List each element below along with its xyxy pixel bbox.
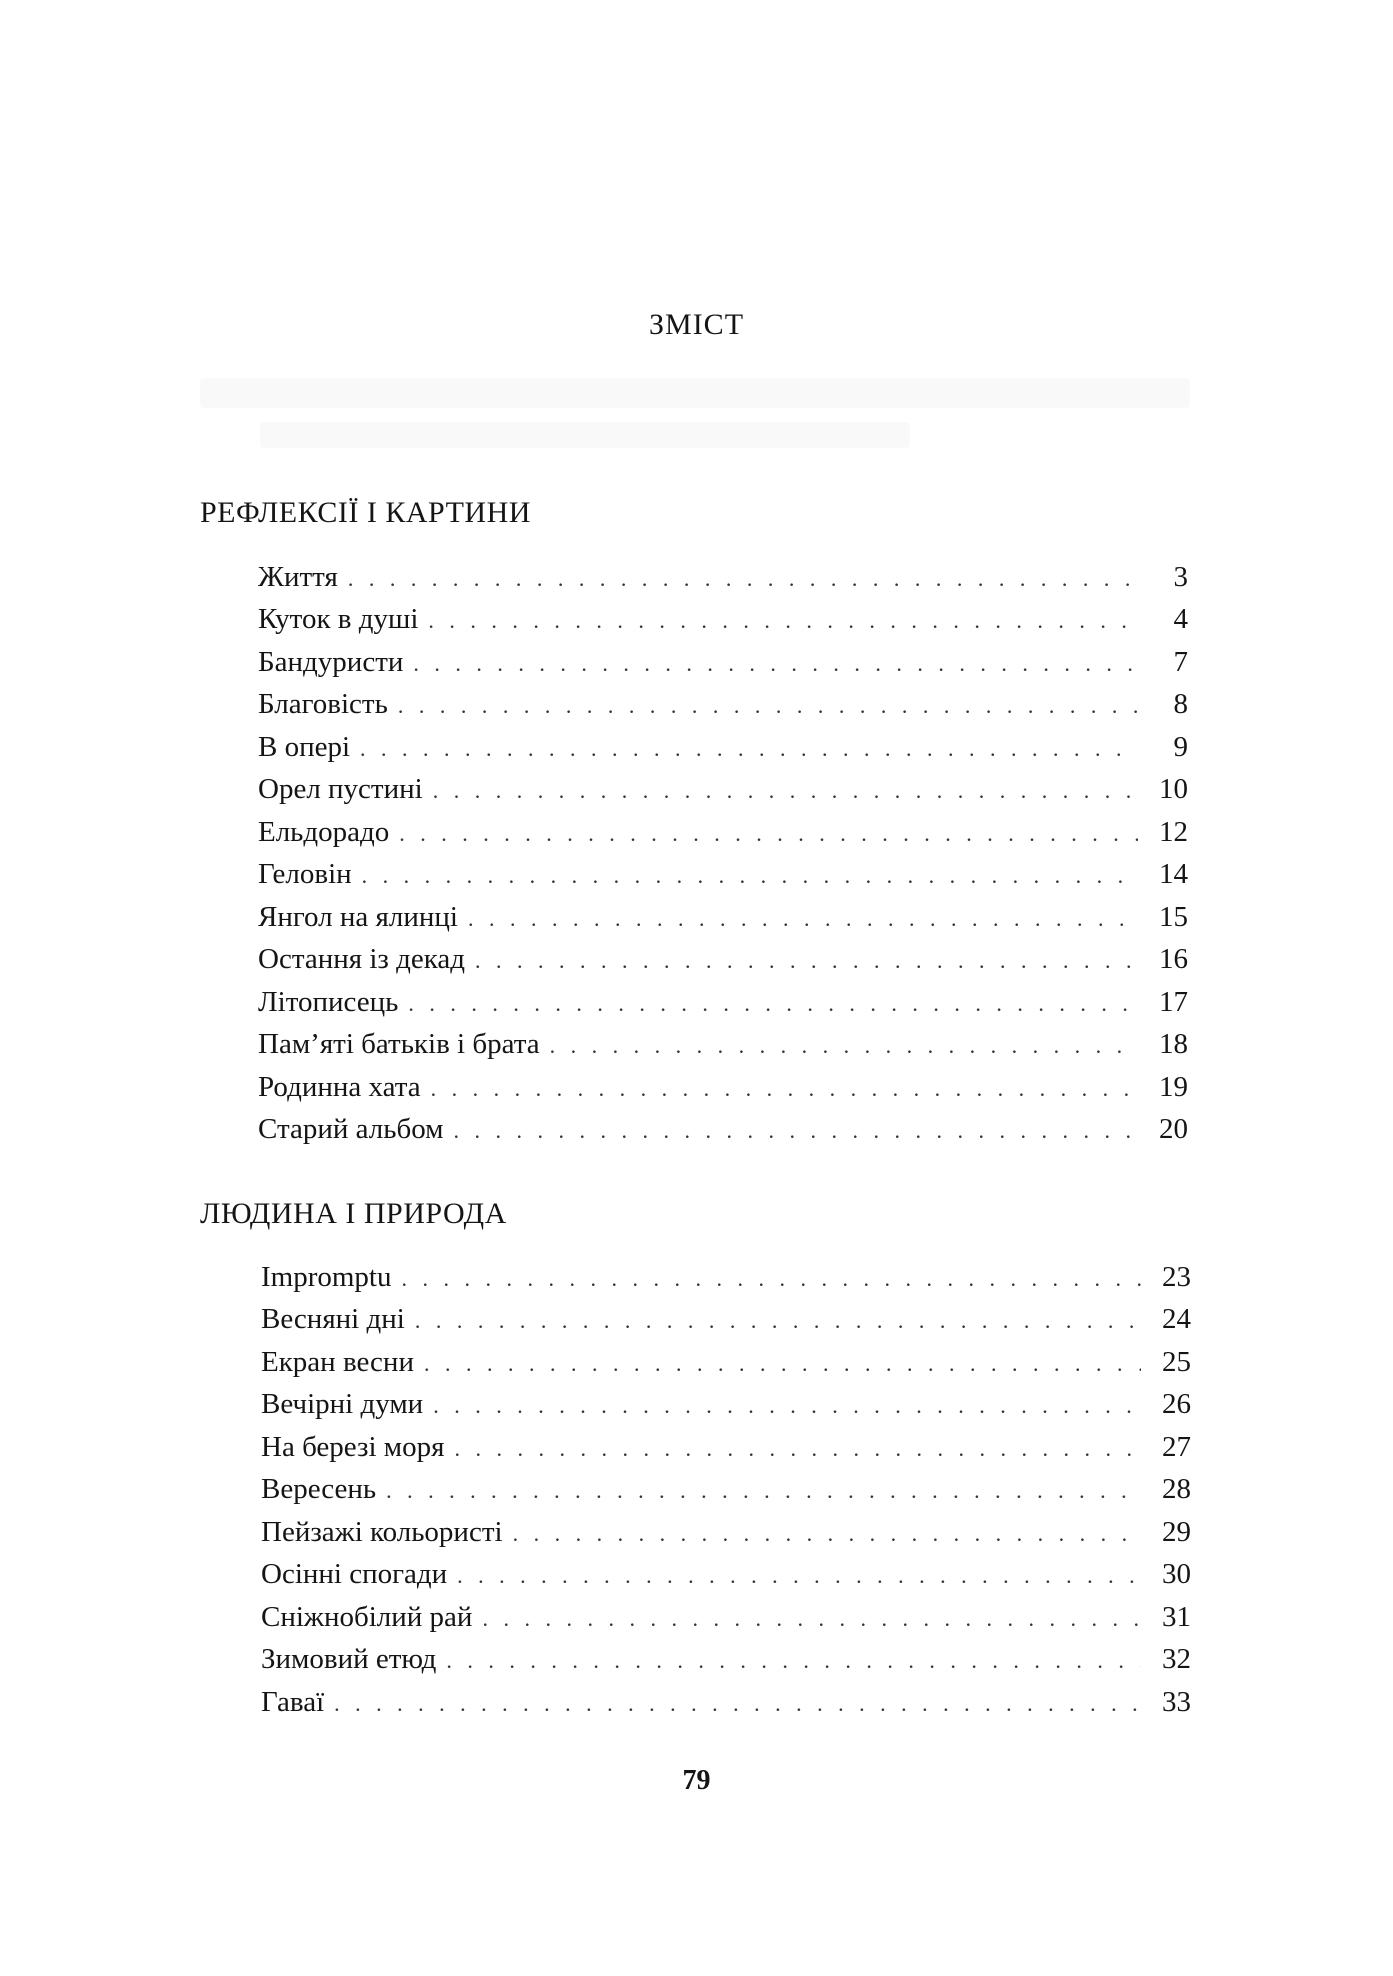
section-heading-1: РЕФЛЕКСІЇ І КАРТИНИ — [200, 496, 531, 529]
toc-entry[interactable] — [261, 1299, 1191, 1339]
toc-entry[interactable] — [258, 854, 1188, 894]
dot-leader — [360, 729, 1138, 769]
dot-leader — [468, 899, 1138, 939]
toc-entry[interactable] — [258, 812, 1188, 852]
entry-page-number: 12 — [1159, 816, 1188, 848]
toc-entry[interactable] — [258, 1024, 1188, 1064]
entry-title: Родинна хата — [258, 1071, 421, 1103]
entry-page-number: 3 — [1173, 561, 1188, 593]
entry-title: Остання із декад — [258, 943, 466, 975]
toc-entry[interactable] — [261, 1512, 1191, 1552]
entry-page-number: 30 — [1162, 1558, 1191, 1590]
entry-title: Бандуристи — [258, 646, 404, 678]
dot-leader — [362, 856, 1138, 896]
dot-leader — [455, 1429, 1142, 1469]
dot-leader — [433, 771, 1138, 811]
entry-title: Весняні дні — [261, 1303, 405, 1335]
entry-page-number: 24 — [1162, 1303, 1191, 1335]
entry-title: Старий альбом — [258, 1113, 444, 1145]
entry-title: Пам’яті батьків і брата — [258, 1028, 540, 1060]
toc-entry[interactable] — [261, 1469, 1191, 1509]
entry-title: Гаваї — [261, 1686, 325, 1718]
dot-leader — [428, 601, 1138, 641]
show-through-bleed — [200, 378, 1190, 408]
show-through-bleed — [260, 422, 910, 448]
dot-leader — [424, 1344, 1141, 1384]
entry-page-number: 29 — [1162, 1516, 1191, 1548]
dot-leader — [431, 1069, 1138, 1109]
toc-entry[interactable] — [258, 1109, 1188, 1149]
toc-entry[interactable] — [258, 939, 1188, 979]
entry-title: Янгол на ялинці — [258, 901, 458, 933]
entry-page-number: 7 — [1173, 646, 1188, 678]
entry-page-number: 8 — [1173, 688, 1188, 720]
entry-title: Куток в душі — [258, 603, 419, 635]
toc-entry[interactable] — [261, 1427, 1191, 1467]
toc-entry[interactable] — [261, 1639, 1191, 1679]
dot-leader — [475, 941, 1138, 981]
entry-title: Геловін — [258, 858, 352, 890]
dot-leader — [399, 814, 1138, 854]
dot-leader — [433, 1386, 1141, 1426]
entry-page-number: 4 — [1173, 603, 1188, 635]
entry-title: Вечірні думи — [261, 1388, 424, 1420]
toc-entry[interactable] — [258, 599, 1188, 639]
entry-page-number: 26 — [1162, 1388, 1191, 1420]
entry-title: Літописець — [258, 986, 399, 1018]
entry-title: Життя — [258, 561, 338, 593]
entry-page-number: 18 — [1159, 1028, 1188, 1060]
toc-entry[interactable] — [258, 1067, 1188, 1107]
entry-page-number: 10 — [1159, 773, 1188, 805]
toc-entry[interactable] — [261, 1257, 1191, 1297]
entry-page-number: 25 — [1162, 1346, 1191, 1378]
entry-title: Зимовий етюд — [261, 1643, 437, 1675]
toc-entry[interactable] — [258, 557, 1188, 597]
entry-title: На березі моря — [261, 1431, 445, 1463]
toc-entry[interactable] — [261, 1342, 1191, 1382]
dot-leader — [446, 1641, 1141, 1681]
entry-page-number: 17 — [1159, 986, 1188, 1018]
dot-leader — [513, 1514, 1141, 1554]
toc-entry[interactable] — [261, 1597, 1191, 1637]
entry-page-number: 14 — [1159, 858, 1188, 890]
dot-leader — [550, 1026, 1138, 1066]
entry-page-number: 23 — [1162, 1261, 1191, 1293]
dot-leader — [482, 1599, 1141, 1639]
toc-entry[interactable] — [258, 769, 1188, 809]
entry-page-number: 20 — [1159, 1113, 1188, 1145]
dot-leader — [334, 1684, 1141, 1724]
entry-title: Осінні спогади — [261, 1558, 448, 1590]
toc-entry[interactable] — [261, 1554, 1191, 1594]
page-title: ЗМІСТ — [648, 308, 745, 341]
dot-leader — [413, 644, 1138, 684]
dot-leader — [348, 559, 1138, 599]
entry-title: Вересень — [261, 1473, 377, 1505]
toc-entry[interactable] — [258, 727, 1188, 767]
toc-entry[interactable] — [258, 897, 1188, 937]
toc-entry[interactable] — [261, 1682, 1191, 1722]
entry-title: Орел пустині — [258, 773, 423, 805]
dot-leader — [402, 1259, 1142, 1299]
entry-page-number: 31 — [1162, 1601, 1191, 1633]
entry-title: В опері — [258, 731, 351, 763]
entry-page-number: 16 — [1159, 943, 1188, 975]
entry-title: Сніжнобілий рай — [261, 1601, 473, 1633]
entry-page-number: 9 — [1173, 731, 1188, 763]
dot-leader — [454, 1111, 1138, 1151]
entry-title: Екран весни — [261, 1346, 414, 1378]
entry-title: Impromptu — [261, 1261, 392, 1293]
toc-entry[interactable] — [258, 642, 1188, 682]
toc-entry[interactable] — [258, 684, 1188, 724]
entry-page-number: 15 — [1159, 901, 1188, 933]
entry-page-number: 32 — [1162, 1643, 1191, 1675]
section-heading-2: ЛЮДИНА І ПРИРОДА — [200, 1197, 507, 1230]
entry-title: Пейзажі кольористі — [261, 1516, 503, 1548]
entry-page-number: 27 — [1162, 1431, 1191, 1463]
entry-title: Ельдорадо — [258, 816, 390, 848]
dot-leader — [415, 1301, 1141, 1341]
entry-page-number: 28 — [1162, 1473, 1191, 1505]
dot-leader — [408, 984, 1138, 1024]
dot-leader — [457, 1556, 1141, 1596]
dot-leader — [386, 1471, 1141, 1511]
toc-entry[interactable] — [258, 982, 1188, 1022]
entry-page-number: 33 — [1162, 1686, 1191, 1718]
toc-entry[interactable] — [261, 1384, 1191, 1424]
page-number: 79 — [682, 1765, 711, 1796]
entry-title: Благовість — [258, 688, 388, 720]
entry-page-number: 19 — [1159, 1071, 1188, 1103]
dot-leader — [398, 686, 1138, 726]
